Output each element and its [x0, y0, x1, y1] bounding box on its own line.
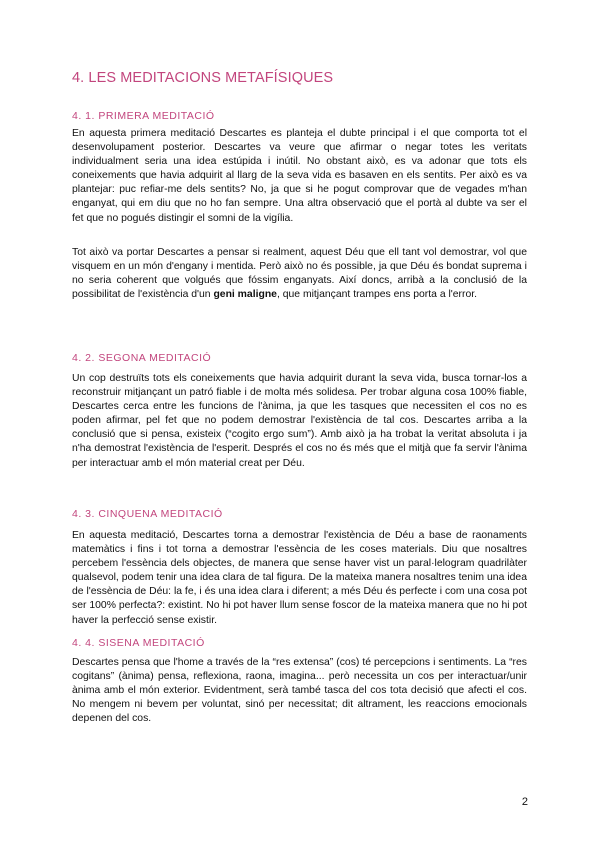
paragraph-text: , que mitjançant trampes ens porta a l'error. [276, 289, 478, 301]
page-number: 2 [521, 796, 528, 808]
section-heading-sisena: 4. 4. SISENA MEDITACIÓ [72, 637, 205, 649]
geni-maligne-term: geni maligne [213, 289, 277, 301]
section-heading-cinquena: 4. 3. CINQUENA MEDITACIÓ [72, 508, 223, 520]
section-heading-primera: 4. 1. PRIMERA MEDITACIÓ [72, 110, 215, 122]
section-segona-paragraph: Un cop destruïts tots els coneixements que havia adquirit durant la seva vida, busca tornar-los a reconstruir mitjançant un patró fiable i de molta més solidesa. Per trobar alguna cosa 100% fiable, Descartes cerca entre les funcions de l'ànima, ja que les tasques que necessiten el cos no es poden afirmar, pel fet que no podem demostrar l'existència de tal cos. Descartes arriba a la conclusió que si pensa, existeix (“cogito ergo sum”). Amb això ja ha trobat la veritat absoluta i ja n'ha demostrat l'existència de l'esperit. Després el cos no és més que el mitjà que fa servir l'ànima per interactuar amb el món material creat per Déu. [72, 373, 527, 469]
section-cinquena-paragraph: En aquesta meditació, Descartes torna a demostrar l'existència de Déu a base de raonaments matemàtics i fins i tot torna a demostrar l'essència de les coses materials. Diu que nosaltres percebem l'essència dels objectes, de manera que sense haver vist un paral·lelogram quadrilàter qualsevol, podem tenir una idea clara de tal figura. De la mateixa manera nosaltres tenim una idea de l'essència de Déu: la fe, i és una idea clara i diferent; a més Déu és perfecte i com una cosa pot ser 100% perfecta?: existint. No hi pot haver llum sense foscor de la mateixa manera que no hi pot haver la perfecció sense existir. [72, 530, 527, 626]
paragraph-text: Tot això va portar Descartes a pensar si realment, aquest Déu que ell tant vol demostrar, vol que visquem en un món d'engany i mentida. Però això no és possible, ja que Déu és bondat suprema i no seria coherent que volgués que fóssim enganyats. Així doncs, arribà a la conclusió de la possibilitat de l'existència d'un [72, 247, 527, 301]
section-primera-paragraph-2 [72, 246, 527, 302]
section-sisena-paragraph: Descartes pensa que l'home a través de la “res extensa” (cos) té percepcions i sentiments. La “res cogitans” (ànima) pensa, reflexiona, raona, imagina... però necessita un cos per interactuar/unir ànima amb el món exterior. Evidentment, serà també tasca del cos tota decisió que afecti el cos. No mengem ni bevem per voluntat, sinó per necessitat; dit altrament, les reaccions emocionals depenen del cos. [72, 657, 527, 725]
section-heading-segona: 4. 2. SEGONA MEDITACIÓ [72, 352, 212, 364]
page-title: 4. LES MEDITACIONS METAFÍSIQUES [72, 70, 334, 86]
section-primera-paragraph-1: En aquesta primera meditació Descartes es planteja el dubte principal i el que comporta tot el desenvolupament posterior. Descartes va veure que afirmar o negar totes les veritats individualment seria una idea estúpida i inútil. No obstant això, es va adonar que tots els coneixements que havia adquirit al llarg de la seva vida es basaven en els sentits. Per això es va plantejar: puc refiar-me dels sentits? No, ja que si he pogut comprovar que de vegades m'han enganyat, qui em diu que no ho fan sempre. Una altra observació que el portà al dubte va ser el fet que no pogués distingir el somni de la vigília. [72, 128, 527, 224]
